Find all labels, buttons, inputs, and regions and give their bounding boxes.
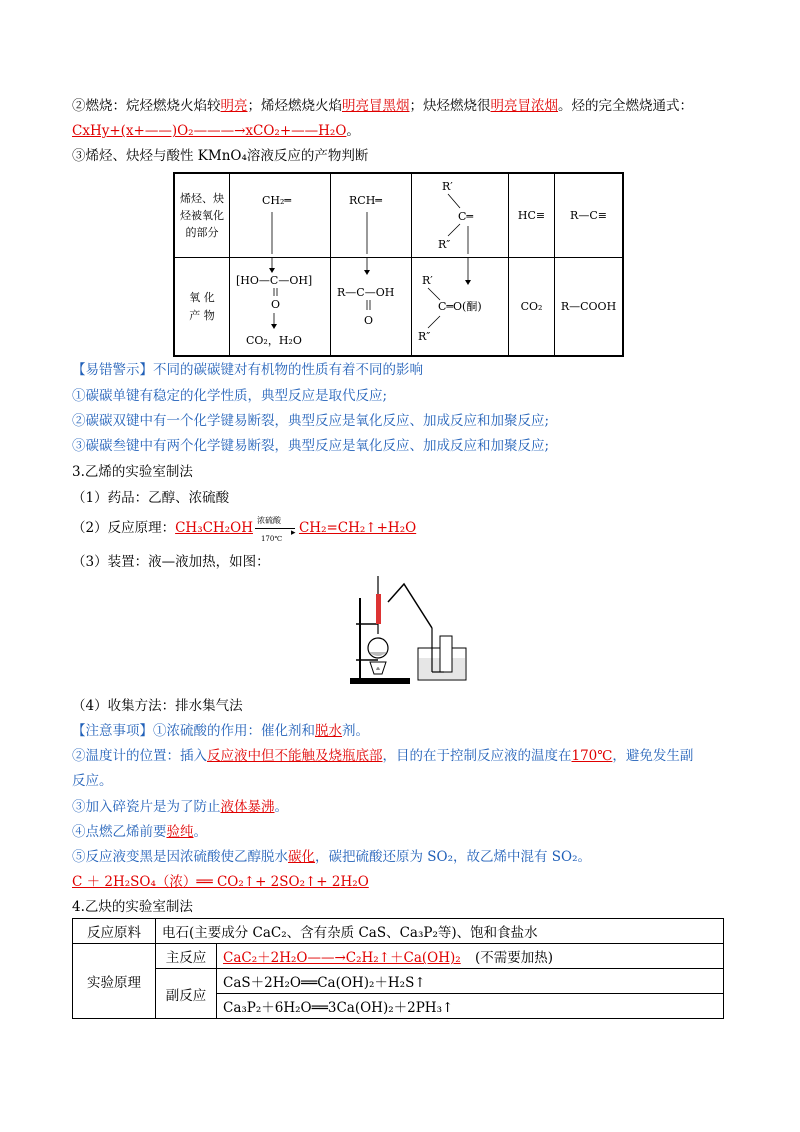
ch2-bottom-cell — [230, 258, 331, 357]
svg-text:R′: R′ — [442, 180, 453, 193]
rcooh-cell: R—COOH — [555, 258, 624, 357]
rch-label: RCH═ — [349, 194, 382, 207]
hc-top-cell: HC≡ — [509, 173, 555, 258]
warning-title: 【易错警示】不同的碳碳键对有机物的性质有着不同的影响 — [72, 362, 423, 378]
rch-top-cell — [331, 173, 412, 258]
note-2: ②温度计的位置：插入反应液中但不能触及烧瓶底部，目的在于控制反应液的温度在170℃，避免发生副 — [72, 748, 694, 764]
note-4: ④点燃乙烯前要验纯。 — [72, 824, 207, 840]
rch-bottom-cell — [331, 258, 412, 357]
svg-text:C═O(酮): C═O(酮) — [438, 300, 482, 313]
alkane-flame: 明亮 — [220, 98, 248, 114]
acetylene-table — [72, 918, 724, 1019]
svg-text:R″: R″ — [418, 330, 431, 343]
svg-text:O: O — [364, 314, 374, 327]
svg-text:R″: R″ — [438, 238, 451, 251]
ethylene-apparatus-image — [336, 574, 470, 686]
raw-label: 反应原料 — [73, 919, 156, 944]
ethylene-heading: 3.乙烯的实验室制法 — [72, 464, 193, 480]
ketone-top-cell — [412, 173, 509, 258]
warning-tag: 【易错警示】 — [72, 362, 153, 378]
note-3: ③加入碎瓷片是为了防止液体暴沸。 — [72, 799, 288, 815]
main-reaction: CaC₂＋2H₂O——→C₂H₂↑＋Ca(OH)₂ (不需要加热) — [217, 944, 724, 969]
kmno4-heading: ③烯烃、炔烃与酸性 KMnO₄溶液反应的产物判断 — [72, 148, 369, 164]
svg-text:R—C—OH: R—C—OH — [337, 286, 395, 299]
combustion-line: ②燃烧：烷烃燃烧火焰较明亮；烯烃燃烧火焰明亮冒黑烟；炔烃燃烧很明亮冒浓烟。烃的完全燃烧通式： — [72, 98, 693, 114]
reaction-arrow: 浓硫酸 ▸ 170℃ — [256, 515, 296, 543]
oxidized-part-header: 烯烃、炔 烃被氧化 的部分 — [174, 173, 230, 258]
alkyne-flame: 明亮冒浓烟 — [490, 98, 558, 114]
combustion-formula: CxHy+(x+——)O₂———→xCO₂+——H₂O — [72, 123, 347, 139]
side-reaction-1: CaS＋2H₂O══Ca(OH)₂＋H₂S↑ — [217, 969, 724, 994]
notes-tag: 【注意事项】 — [72, 723, 153, 739]
ethylene-principle: （2）反应原理：CH₃CH₂OH 浓硫酸 ▸ 170℃ CH₂=CH₂↑+H₂O — [72, 515, 417, 543]
side-reaction-2: Ca₃P₂＋6H₂O══3Ca(OH)₂＋2PH₃↑ — [217, 994, 724, 1019]
co2-cell: CO₂ — [509, 258, 555, 357]
ethylene-drugs: （1）药品：乙醇、浓硫酸 — [72, 490, 230, 506]
warning-item: ①碳碳单键有稳定的化学性质，典型反应是取代反应; — [72, 388, 388, 404]
carbon-sulfuric-equation: C ＋ 2H₂SO₄（浓）══ CO₂↑+ 2SO₂↑+ 2H₂O — [72, 874, 369, 890]
svg-text:[HO—C—OH]: [HO—C—OH] — [236, 274, 313, 287]
raw-value: 电石(主要成分 CaC₂、含有杂质 CaS、Ca₃P₂等)、饱和食盐水 — [156, 919, 724, 944]
side-reaction-label: 副反应 — [156, 969, 217, 1019]
svg-text:O: O — [271, 298, 281, 311]
note-2-continued: 反应。 — [72, 773, 113, 789]
note-5: ⑤反应液变黑是因浓硫酸使乙醇脱水碳化，碳把硫酸还原为 SO₂，故乙烯中混有 SO₂。 — [72, 849, 592, 865]
ethylene-collect: （4）收集方法：排水集气法 — [72, 698, 243, 714]
acetylene-heading: 4.乙炔的实验室制法 — [72, 899, 193, 915]
ethylene-device: （3）装置：液—液加热，如图： — [72, 554, 270, 570]
svg-text:CO₂，H₂O: CO₂，H₂O — [246, 334, 302, 347]
rc-top-cell: R—C≡ — [555, 173, 624, 258]
warning-item: ③碳碳叁键中有两个化学键易断裂，典型反应是氧化反应、加成反应和加聚反应; — [72, 438, 550, 454]
note-1: 【注意事项】①浓硫酸的作用：催化剂和脱水剂。 — [72, 723, 369, 739]
main-reaction-label: 主反应 — [156, 944, 217, 969]
svg-text:C═: C═ — [458, 210, 474, 223]
ketone-bottom-cell — [412, 258, 509, 357]
ch2-label: CH₂═ — [262, 194, 292, 207]
principle-label: 实验原理 — [73, 944, 156, 1019]
oxidation-product-table — [173, 172, 624, 357]
oxidation-product-header: 氧 化 产 物 — [174, 258, 230, 357]
svg-text:R′: R′ — [422, 274, 433, 287]
combustion-formula-line: CxHy+(x+——)O₂———→xCO₂+——H₂O。 — [72, 123, 360, 139]
ch2-top-cell — [230, 173, 331, 258]
warning-item: ②碳碳双键中有一个化学键易断裂，典型反应是氧化反应、加成反应和加聚反应; — [72, 413, 550, 429]
alkene-flame: 明亮冒黑烟 — [342, 98, 410, 114]
